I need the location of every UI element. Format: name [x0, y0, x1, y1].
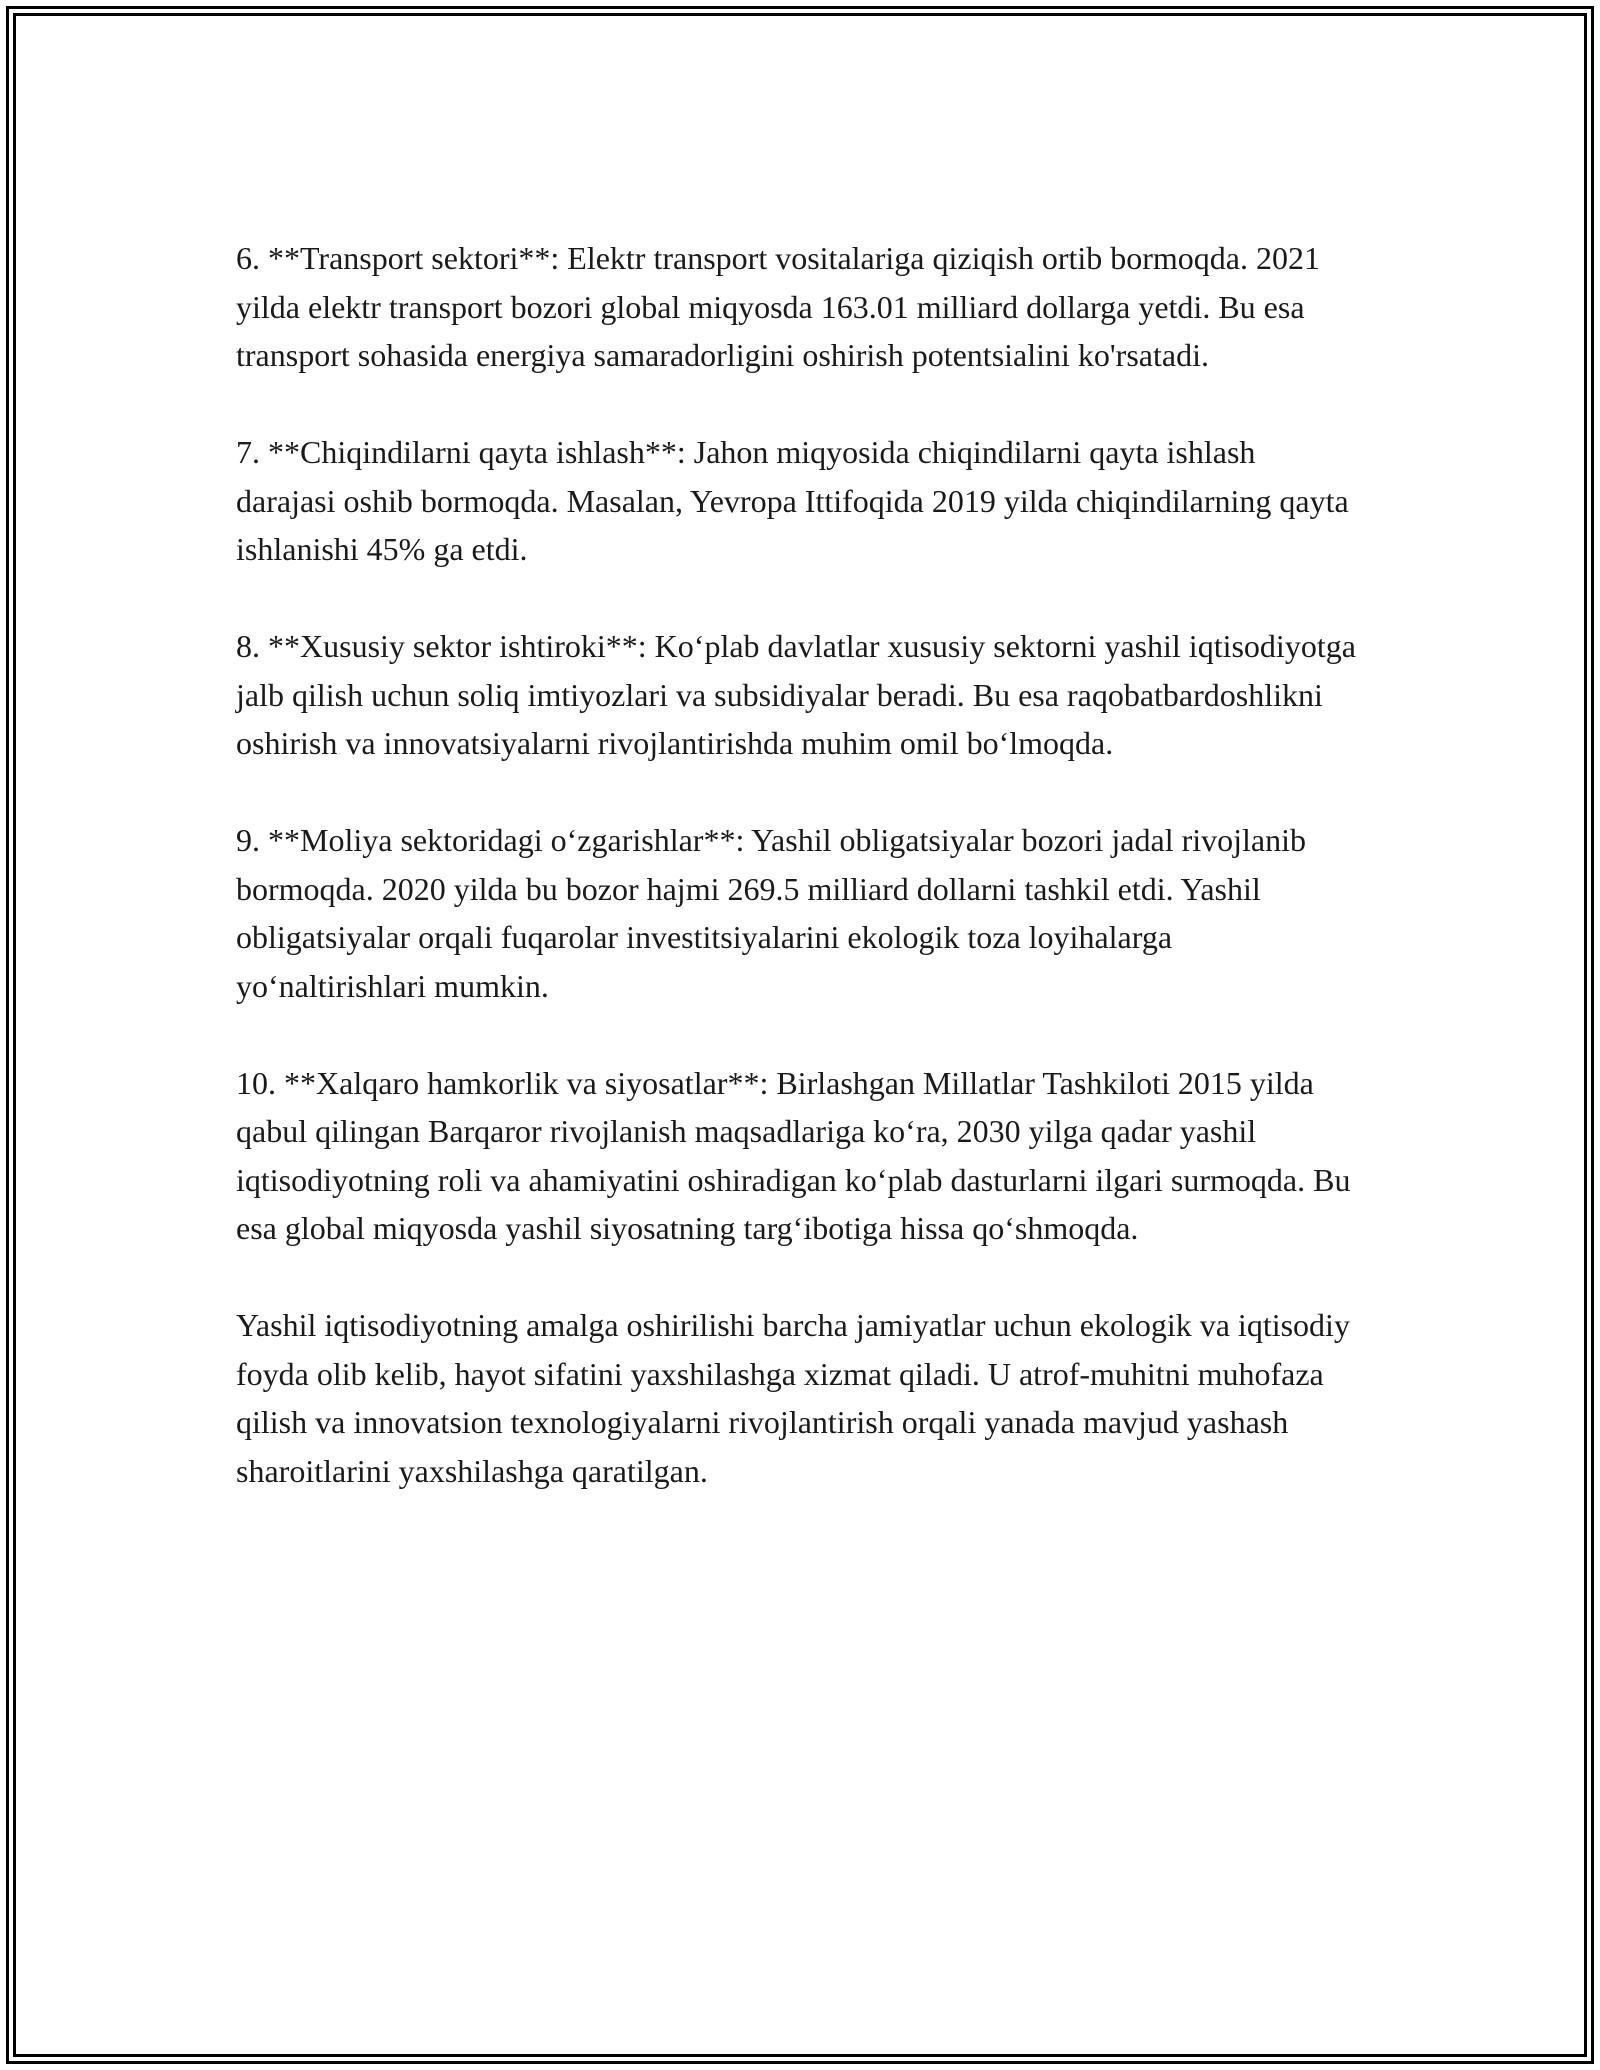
- document-body: [236, 234, 1356, 1544]
- paragraph-international-cooperation: 10. **Xalqaro hamkorlik va siyosatlar**: Birlashgan Millatlar Tashkiloti 2015 yilda qabul qilingan Barqaror rivojlanish maqsadlariga ko‘ra, 2030 yilga qadar yashil iqtisodiyotning roli va ahamiyatini oshiradigan ko‘plab dasturlarni ilgari surmoqda. Bu esa global miqyosda yashil siyosatning targ‘ibotiga hissa qo‘shmoqda.: [236, 1064, 1351, 1246]
- paragraph-private-sector: 8. **Xususiy sektor ishtiroki**: Ko‘plab davlatlar xususiy sektorni yashil iqtisodiyotga jalb qilish uchun soliq imtiyozlari va subsidiyalar beradi. Bu esa raqobatbardoshlikni oshirish va innovatsiyalarni rivojlantirishda muhim omil bo‘lmoqda.: [236, 628, 1356, 761]
- paragraph-waste-recycling: 7. **Chiqindilarni qayta ishlash**: Jahon miqyosida chiqindilarni qayta ishlash darajasi oshib bormoqda. Masalan, Yevropa Ittifoqida 2019 yilda chiqindilarning qayta ishlanishi 45% ga etdi.: [236, 434, 1349, 567]
- paragraph-conclusion: Yashil iqtisodiyotning amalga oshirilishi barcha jamiyatlar uchun ekologik va iqtisodiy foyda olib kelib, hayot sifatini yaxshilashga xizmat qiladi. U atrof-muhitni muhofaza qilish va innovatsion texnologiyalarni rivojlantirish orqali yanada mavjud yashash sharoitlarini yaxshilashga qaratilgan.: [236, 1307, 1350, 1489]
- paragraph-transport-sector: 6. **Transport sektori**: Elektr transport vositalariga qiziqish ortib bormoqda. 2021 yilda elektr transport bozori global miqyosda 163.01 milliard dollarga yetdi. Bu esa transport sohasida energiya samaradorligini oshirish potentsialini ko'rsatadi.: [236, 240, 1320, 373]
- paragraph-finance-sector: 9. **Moliya sektoridagi o‘zgarishlar**: Yashil obligatsiyalar bozori jadal rivojlanib bormoqda. 2020 yilda bu bozor hajmi 269.5 milliard dollarni tashkil etdi. Yashil obligatsiyalar orqali fuqarolar investitsiyalarini ekologik toza loyihalarga yo‘naltirishlari mumkin.: [236, 822, 1307, 1004]
